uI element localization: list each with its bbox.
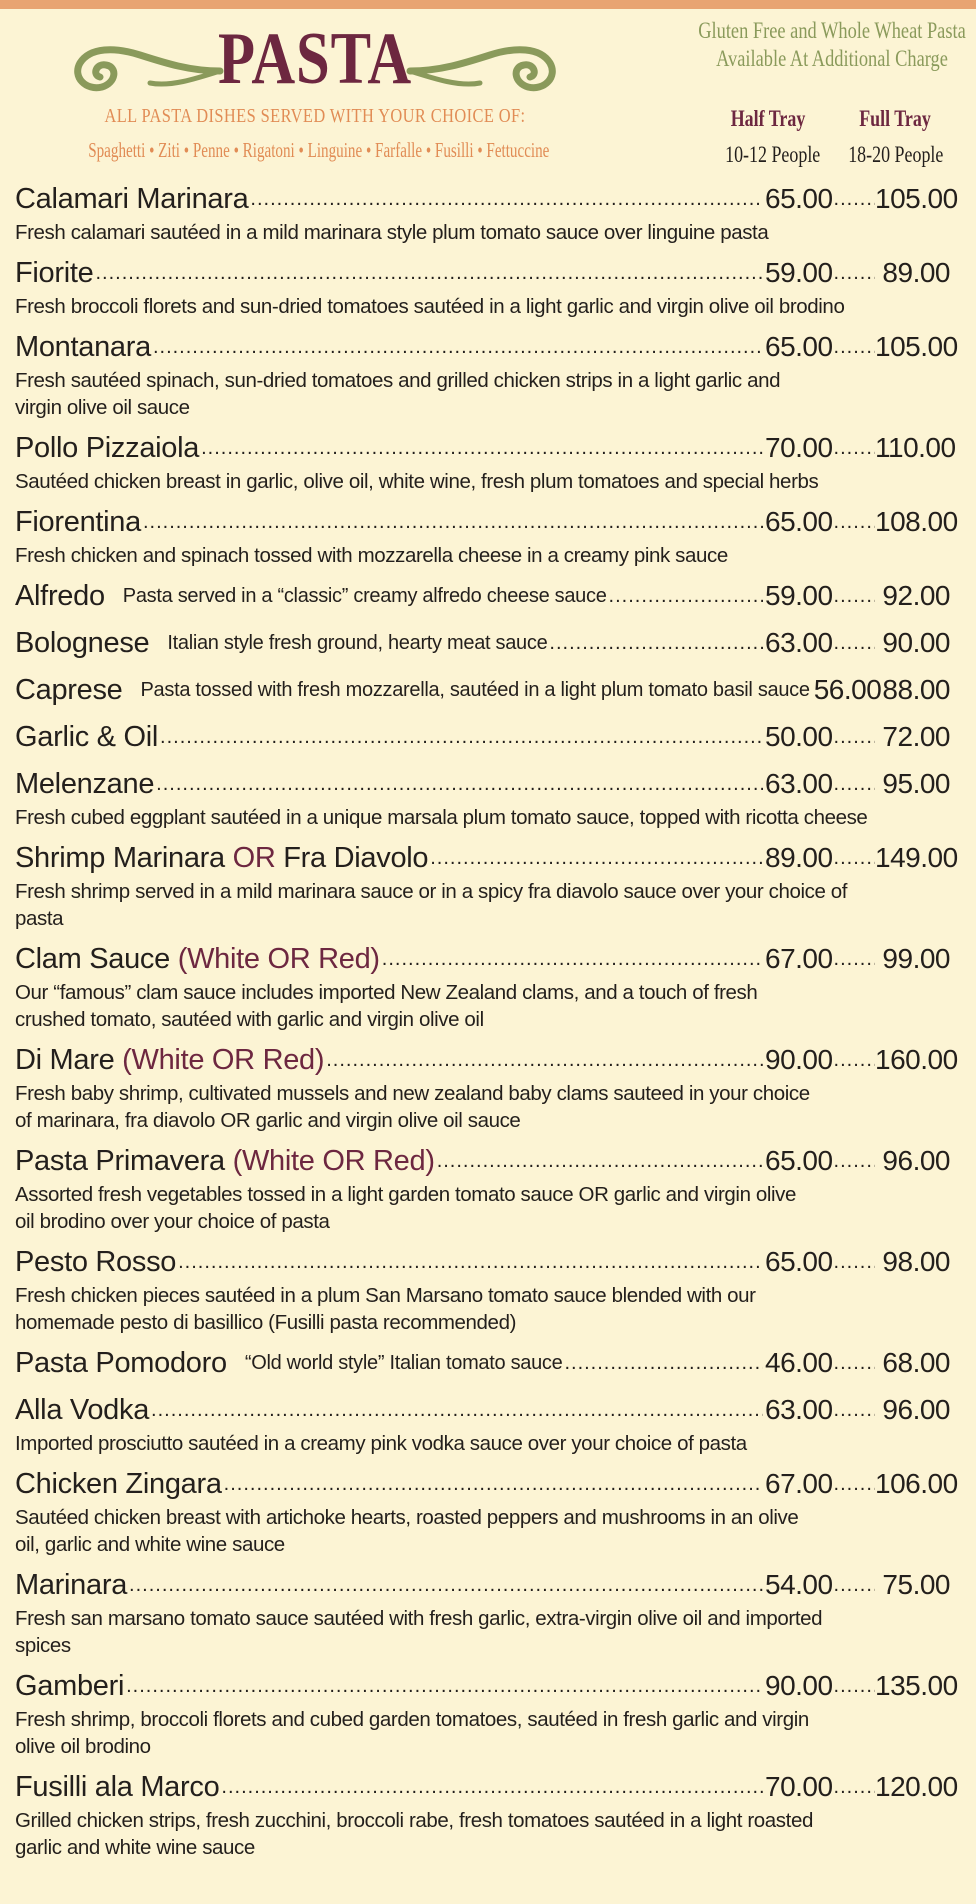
menu-item (15, 1242, 975, 1336)
menu-item-name (15, 576, 105, 616)
dish-name: Pasta Pomodoro (15, 1347, 227, 1379)
pasta-choice-heading: ALL PASTA DISHES SERVED WITH YOUR CHOICE OF: (104, 105, 526, 127)
menu-item-name (15, 1343, 227, 1383)
dot-leader (382, 939, 763, 979)
full-tray-price: 99.00 (882, 943, 950, 974)
menu-item-name (15, 1242, 176, 1282)
dish-name: Fiorite (15, 257, 94, 289)
dot-leader-short (827, 1666, 875, 1706)
menu-item-inline-description: “Old world style” Italian tomato sauce (244, 1352, 563, 1374)
half-tray-price: 56.00 (813, 674, 882, 705)
menu-item-row (15, 1767, 975, 1807)
dish-name: Chicken Zingara (15, 1468, 222, 1500)
menu-item-name (15, 502, 141, 542)
menu-item-inline-description: Italian style fresh ground, hearty meat sauce (167, 632, 548, 654)
menu-item-row (15, 428, 975, 468)
dish-name: Fusilli ala Marco (15, 1771, 220, 1803)
dot-leader (156, 764, 763, 804)
menu-item-description: Fresh calamari sautéed in a mild marinara style plum tomato sauce over linguine pasta (15, 221, 769, 244)
title-block (70, 19, 560, 109)
half-tray-price: 65.00 (765, 331, 833, 362)
full-tray-price: 149.00 (875, 842, 958, 873)
dot-leader-short (827, 1040, 875, 1080)
half-tray-price: 59.00 (765, 580, 833, 611)
menu-item-name (15, 1390, 149, 1430)
full-tray-price: 105.00 (875, 183, 958, 214)
half-tray-price: 70.00 (765, 432, 833, 463)
dish-name: Pollo Pizzaiola (15, 432, 200, 464)
dot-leader (437, 1141, 763, 1181)
menu-item-description: Fresh sautéed spinach, sun-dried tomatoes and grilled chicken strips in a light garlic and virgin olive oil sauce (15, 369, 781, 419)
dot-leader-short (827, 428, 875, 468)
half-tray-price: 67.00 (765, 1468, 833, 1499)
full-tray-price: 75.00 (882, 1569, 950, 1600)
menu-item-description: Fresh shrimp, broccoli florets and cubed garden tomatoes, sautéed in fresh garlic and virgin olive oil brodino (15, 1708, 809, 1758)
menu-item (15, 253, 975, 320)
menu-item-description: Assorted fresh vegetables tossed in a light garden tomato sauce OR garlic and virgin olive oil brodino over your choice of pasta (15, 1183, 797, 1233)
half-tray-price: 65.00 (765, 1246, 833, 1277)
half-tray-price: 54.00 (765, 1569, 833, 1600)
menu-item (15, 1565, 975, 1659)
dish-name: Di Mare (15, 1044, 115, 1076)
menu-item-name (15, 717, 158, 757)
menu-item-name (15, 838, 428, 878)
menu-item-description: Fresh shrimp served in a mild marinara sauce or in a spicy fra diavolo sauce over your choice of pasta (15, 880, 848, 930)
menu-item-row (15, 253, 975, 293)
dish-name: Bolognese (15, 627, 150, 659)
dish-name: Gamberi (15, 1670, 125, 1702)
half-tray-price: 65.00 (765, 506, 833, 537)
page-title: PASTA (217, 18, 413, 100)
full-tray-label: Full Tray (859, 106, 931, 131)
dot-leader-short (827, 327, 875, 367)
menu-item-name (15, 179, 248, 219)
menu-item-description: Sautéed chicken breast in garlic, olive oil, white wine, fresh plum tomatoes and special herbs (15, 470, 819, 493)
full-tray-price: 95.00 (882, 768, 950, 799)
dish-option-accent: (White OR Red) (224, 1145, 435, 1177)
dot-leader-short (827, 179, 875, 219)
menu-item-row (15, 838, 975, 878)
menu-item (15, 1464, 975, 1558)
half-tray-heading (725, 101, 821, 173)
half-tray-price: 67.00 (765, 943, 833, 974)
menu-item-row (15, 1343, 975, 1383)
dish-name: Pasta Primavera (15, 1145, 225, 1177)
dot-leader-short (827, 1141, 875, 1181)
full-tray-price: 135.00 (875, 1670, 958, 1701)
menu-item (15, 717, 975, 757)
dot-leader-short (827, 1464, 875, 1504)
menu-item-name (15, 939, 380, 979)
menu-item (15, 1666, 975, 1760)
half-tray-people: 10-12 People (725, 142, 821, 167)
full-tray-people: 18-20 People (848, 142, 944, 167)
dot-leader-short (827, 253, 875, 293)
dish-name: Clam Sauce (15, 943, 170, 975)
dot-leader (549, 623, 763, 663)
dish-name: Shrimp Marinara (15, 842, 225, 874)
menu-item (15, 838, 975, 932)
menu-item-description: Fresh chicken pieces sautéed in a plum San Marsano tomato sauce blended with our homemade pesto di basillico (Fusilli pasta recommended) (15, 1284, 756, 1334)
menu-item-row (15, 764, 975, 804)
top-accent-bar (0, 0, 976, 9)
menu-item-name (15, 428, 199, 468)
menu-item-row (15, 1040, 975, 1080)
gluten-free-note-line2: Available At Additional Charge (716, 46, 948, 71)
right-swirl-ornament (405, 41, 560, 97)
dot-leader-short (827, 838, 875, 878)
full-tray-price: 105.00 (875, 331, 958, 362)
dot-leader (95, 253, 763, 293)
dot-leader-short (827, 764, 875, 804)
menu-item (15, 1141, 975, 1235)
pasta-menu-list (15, 179, 975, 1868)
dot-leader (160, 717, 763, 757)
full-tray-heading (848, 101, 942, 173)
dish-name: Fiorentina (15, 506, 141, 538)
dot-leader (178, 1242, 763, 1282)
menu-item-description: Imported prosciutto sautéed in a creamy pink vodka sauce over your choice of pasta (15, 1432, 747, 1455)
menu-item-description: Fresh san marsano tomato sauce sautéed with fresh garlic, extra-virgin olive oil and imported spices (15, 1607, 823, 1657)
dish-name: Marinara (15, 1569, 128, 1601)
menu-item (15, 670, 975, 710)
menu-item (15, 623, 975, 663)
full-tray-price: 108.00 (875, 506, 958, 537)
dish-name-continued: Fra Diavolo (275, 842, 429, 874)
full-tray-price: 72.00 (882, 721, 950, 752)
half-tray-price: 90.00 (765, 1044, 833, 1075)
menu-item-inline-description: Pasta tossed with fresh mozzarella, sautéed in a light plum tomato basil sauce (140, 679, 810, 701)
full-tray-price: 106.00 (875, 1468, 958, 1499)
menu-item-row (15, 327, 975, 367)
menu-item-description: Fresh cubed eggplant sautéed in a unique marsala plum tomato sauce, topped with ricotta cheese (15, 806, 868, 829)
dish-option-accent: (White OR Red) (169, 943, 380, 975)
dot-leader-short (827, 1343, 875, 1383)
half-tray-price: 70.00 (765, 1771, 833, 1802)
menu-item-name (15, 1565, 127, 1605)
dish-name: Calamari Marinara (15, 183, 249, 215)
menu-item-inline-description: Pasta served in a “classic” creamy alfredo cheese sauce (122, 585, 607, 607)
half-tray-price: 63.00 (765, 627, 833, 658)
dish-name: Caprese (15, 674, 123, 706)
menu-item-row (15, 1464, 975, 1504)
dot-leader (564, 1343, 763, 1383)
half-tray-price: 50.00 (765, 721, 833, 752)
menu-item (15, 428, 975, 495)
half-tray-price: 65.00 (765, 183, 833, 214)
menu-item (15, 1343, 975, 1383)
menu-item-description: Fresh broccoli florets and sun-dried tomatoes sautéed in a light garlic and virgin olive oil brodino (15, 295, 845, 318)
dot-leader (221, 1767, 763, 1807)
full-tray-price: 92.00 (882, 580, 950, 611)
menu-item-description: Grilled chicken strips, fresh zucchini, broccoli rabe, fresh tomatoes sautéed in a light roasted garlic and white wine sauce (15, 1809, 813, 1859)
menu-item-row (15, 939, 975, 979)
half-tray-price: 65.00 (765, 1145, 833, 1176)
dot-leader (153, 327, 763, 367)
dot-leader (129, 1565, 763, 1605)
dot-leader (430, 838, 763, 878)
menu-item (15, 179, 975, 246)
dot-leader-short (876, 670, 883, 710)
dot-leader (609, 576, 763, 616)
menu-item-description: Fresh baby shrimp, cultivated mussels and new zealand baby clams sauteed in your choice of marinara, fra diavolo OR garlic and virgin olive oil sauce (15, 1082, 810, 1132)
full-tray-price: 96.00 (882, 1394, 950, 1425)
dot-leader-short (827, 623, 875, 663)
menu-item-name (15, 1767, 219, 1807)
menu-item-description: Sautéed chicken breast with artichoke hearts, roasted peppers and mushrooms in an olive oil, garlic and white wine sauce (15, 1506, 799, 1556)
dot-leader (250, 179, 763, 219)
half-tray-price: 89.00 (765, 842, 833, 873)
dot-leader-short (827, 502, 875, 542)
menu-item (15, 576, 975, 616)
dot-leader-short (827, 939, 875, 979)
half-tray-price: 90.00 (765, 1670, 833, 1701)
menu-item-row (15, 576, 975, 616)
dot-leader-short (827, 1390, 875, 1430)
dish-name: Alla Vodka (15, 1394, 150, 1426)
menu-item-row (15, 502, 975, 542)
dish-name: Pesto Rosso (15, 1246, 177, 1278)
menu-item-row (15, 717, 975, 757)
full-tray-price: 98.00 (882, 1246, 950, 1277)
menu-item-name (15, 623, 149, 663)
menu-item-row (15, 1141, 975, 1181)
dot-leader-short (827, 717, 875, 757)
menu-item-name (15, 1040, 324, 1080)
half-tray-price: 46.00 (765, 1347, 833, 1378)
menu-item (15, 502, 975, 569)
menu-item-description: Our “famous” clam sauce includes imported New Zealand clams, and a touch of fresh crushed tomato, sautéed with garlic and virgin olive oil (15, 981, 758, 1031)
menu-item-name (15, 1666, 124, 1706)
menu-item-row (15, 1666, 975, 1706)
menu-item-name (15, 670, 123, 710)
half-tray-price: 63.00 (765, 1394, 833, 1425)
full-tray-price: 160.00 (875, 1044, 958, 1075)
menu-item-row (15, 1390, 975, 1430)
dish-option-accent: OR (224, 842, 276, 874)
dot-leader (201, 428, 763, 468)
menu-item (15, 1040, 975, 1134)
dot-leader-short (827, 1242, 875, 1282)
menu-item (15, 1390, 975, 1457)
half-tray-price: 63.00 (765, 768, 833, 799)
half-tray-price: 59.00 (765, 257, 833, 288)
gluten-free-note-line1: Gluten Free and Whole Wheat Pasta (698, 18, 966, 43)
dot-leader-short (827, 1767, 875, 1807)
menu-item-name (15, 253, 93, 293)
full-tray-price: 89.00 (882, 257, 950, 288)
dish-name: Melenzane (15, 768, 155, 800)
dot-leader (151, 1390, 763, 1430)
menu-item-row (15, 670, 975, 710)
menu-item-row (15, 623, 975, 663)
gluten-free-note (696, 17, 968, 73)
menu-item (15, 939, 975, 1033)
menu-item-row (15, 1242, 975, 1282)
full-tray-price: 68.00 (882, 1347, 950, 1378)
menu-item (15, 764, 975, 831)
dot-leader (326, 1040, 763, 1080)
menu-item-name (15, 327, 151, 367)
full-tray-price: 90.00 (882, 627, 950, 658)
dish-option-accent: (White OR Red) (114, 1044, 325, 1076)
menu-item-name (15, 1141, 435, 1181)
menu-item (15, 327, 975, 421)
menu-item-name (15, 764, 154, 804)
half-tray-label: Half Tray (730, 106, 806, 131)
dish-name: Garlic & Oil (15, 721, 159, 753)
pasta-choice-list: Spaghetti • Ziti • Penne • Rigatoni • Linguine • Farfalle • Fusilli • Fettuccine (88, 138, 550, 162)
dot-leader (143, 502, 763, 542)
menu-header (0, 9, 976, 179)
menu-item-description: Fresh chicken and spinach tossed with mozzarella cheese in a creamy pink sauce (15, 544, 728, 567)
full-tray-price: 120.00 (875, 1771, 958, 1802)
dish-name: Alfredo (15, 580, 105, 612)
dot-leader (126, 1666, 763, 1706)
menu-item-name (15, 1464, 222, 1504)
full-tray-price: 88.00 (882, 674, 950, 705)
dish-name: Montanara (15, 331, 151, 363)
menu-item-row (15, 1565, 975, 1605)
dot-leader-short (827, 1565, 875, 1605)
full-tray-price: 110.00 (875, 432, 956, 463)
dot-leader-short (827, 576, 875, 616)
dot-leader (224, 1464, 763, 1504)
full-tray-price: 96.00 (882, 1145, 950, 1176)
menu-item-row (15, 179, 975, 219)
menu-item (15, 1767, 975, 1861)
